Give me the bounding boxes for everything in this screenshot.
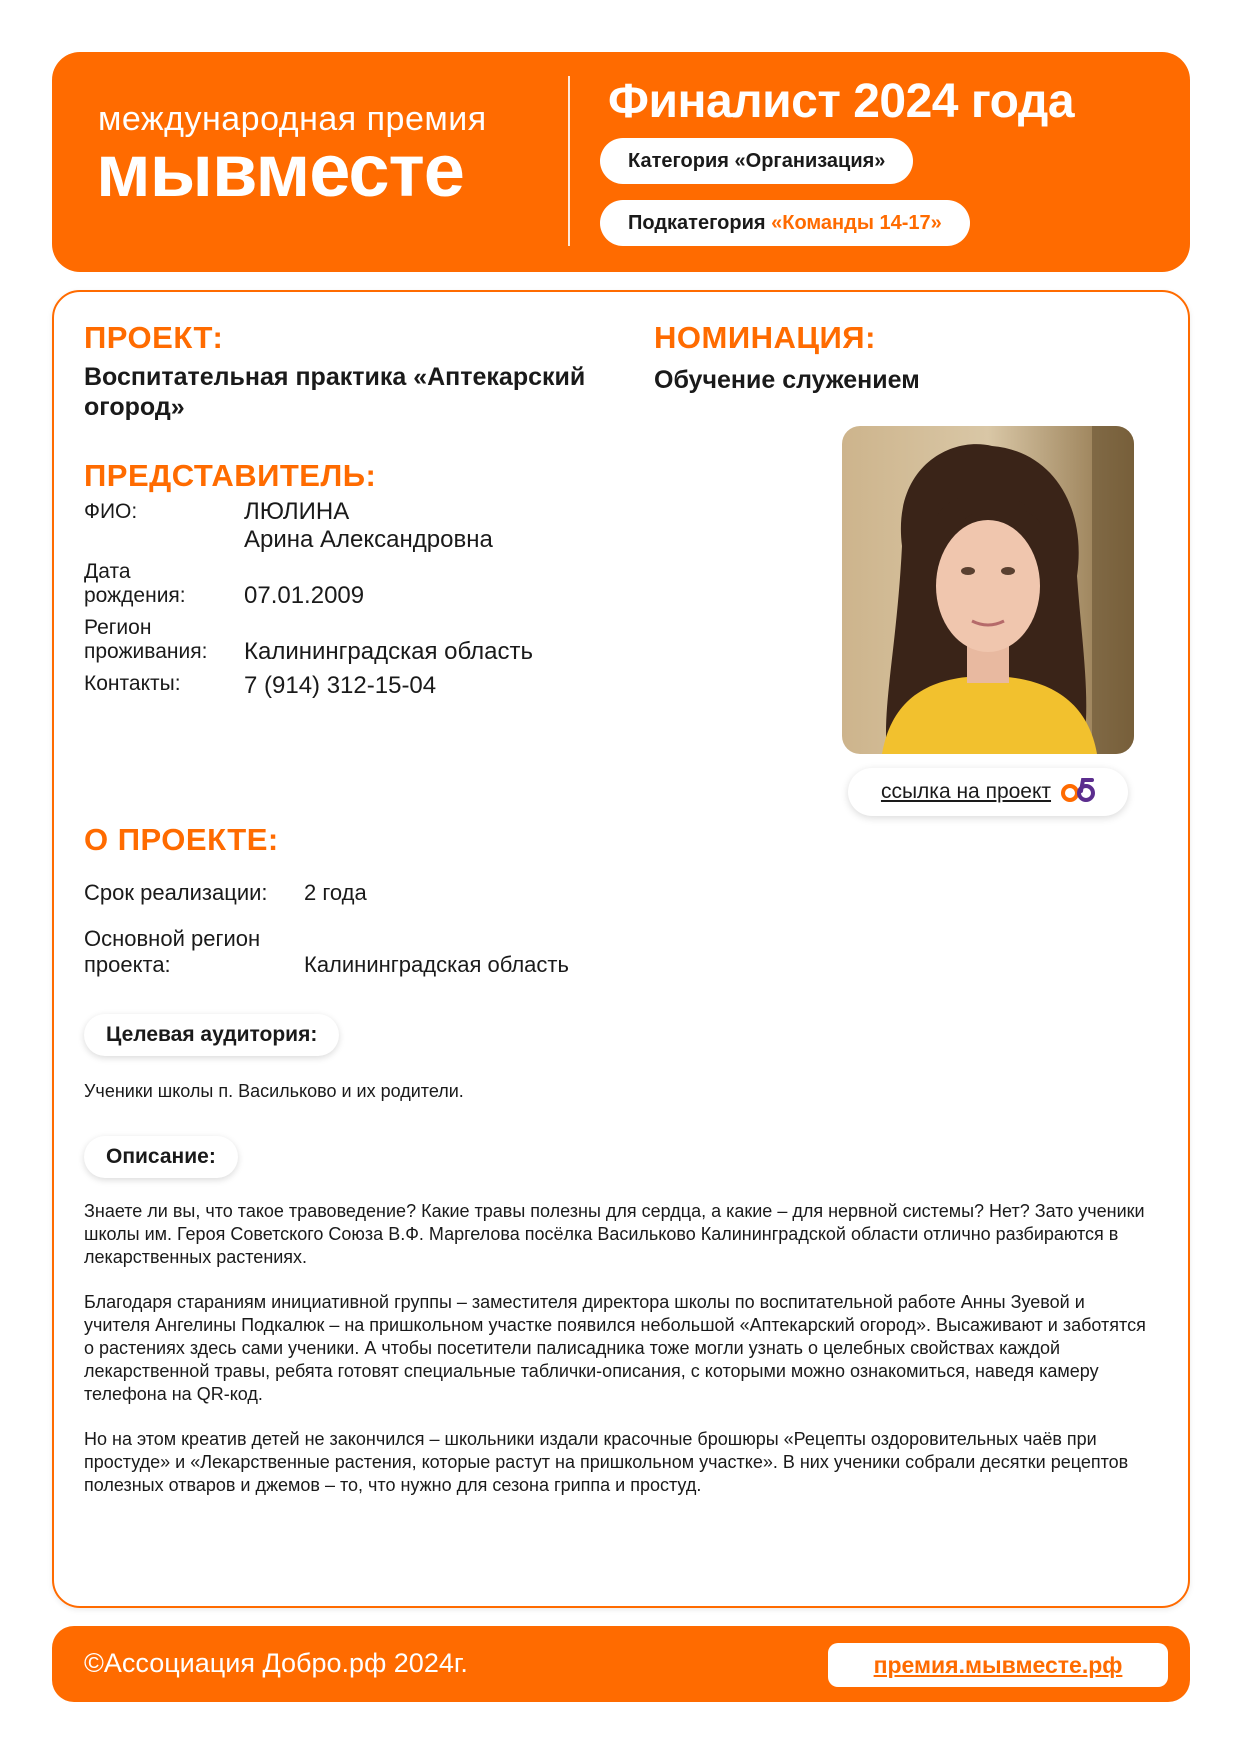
nomination-heading: НОМИНАЦИЯ: — [654, 320, 876, 355]
description-paragraph-1: Знаете ли вы, что такое травоведение? Какие травы полезны для сердца, а какие – для нервной системы? Нет? Зато ученики школы им. Героя Советского Союза В.Ф. Маргелова посёлка Васильково Калининградской области отлично разбираются в лекарственных растениях. — [84, 1201, 1145, 1267]
header-banner — [52, 52, 1190, 272]
region-value: Калининградская область — [244, 638, 534, 665]
description-paragraph-3: Но на этом креатив детей не закончился – школьники издали красочные брошюры «Рецепты оздоровительных чаёв при простуде» и «Лекарственные растения, которые растут на пришкольном участке». В них ученики собрали десятки рецептов полезных отваров и джемов – то, что нужно для сезона гриппа и простуд. — [84, 1429, 1129, 1495]
representative-photo — [842, 426, 1134, 754]
contacts-row — [84, 672, 644, 700]
header-divider — [568, 76, 570, 246]
representative-heading: ПРЕДСТАВИТЕЛЬ: — [84, 458, 377, 493]
dob-label — [84, 560, 244, 610]
project-name: Воспитательная практика «Аптекарский огород» — [84, 363, 586, 421]
term-label: Срок реализации: — [84, 880, 268, 905]
region-row — [84, 616, 644, 666]
subcategory-badge — [600, 200, 970, 246]
dob-label-line2: рождения: — [84, 584, 186, 607]
description-paragraph-2: Благодаря стараниям инициативной группы – заместителя директора школы по воспитательной работе Анны Зуевой и учителя Ангелины Подкалюк – на пришкольном участке появился небольшой «Аптекарский огород». Высаживают и заботятся о растениях здесь сами ученики. А чтобы посетители палисадника тоже могли узнать о целебных свойствах каждой лекарственной травы, ребята готовят специальные таблички-описания, с которыми можно ознакомиться, наведя камеру телефона на QR-код. — [84, 1292, 1146, 1404]
project-link-button[interactable] — [848, 768, 1128, 816]
region-label-line1: Регион — [84, 616, 152, 639]
about-heading: О ПРОЕКТЕ: — [84, 822, 279, 857]
term-value: 2 года — [304, 880, 367, 905]
dob-row — [84, 560, 644, 610]
description-title: Описание: — [106, 1145, 216, 1168]
audience-text: Ученики школы п. Васильково и их родители. — [84, 1081, 464, 1101]
footer-banner — [52, 1626, 1190, 1702]
copyright-text: ©Ассоциация Добро.рф 2024г. — [84, 1648, 468, 1678]
contacts-label: Контакты: — [84, 672, 181, 695]
dob-value: 07.01.2009 — [244, 582, 365, 609]
audience-badge — [84, 1014, 339, 1056]
finalist-title: Финалист 2024 года — [608, 75, 1075, 128]
dobro-logo-icon — [1061, 777, 1095, 808]
brand-subtitle: международная премия — [98, 100, 487, 138]
contacts-value: 7 (914) 312-15-04 — [244, 672, 437, 699]
nomination-value: Обучение служением — [654, 366, 920, 394]
brand-logo-text: мывместе — [96, 129, 464, 212]
subcategory-label: Подкатегория — [628, 211, 766, 234]
audience-title: Целевая аудитория: — [106, 1023, 318, 1046]
description-badge — [84, 1136, 238, 1178]
main-region-label — [84, 926, 304, 978]
main-region-value: Калининградская область — [304, 952, 569, 977]
project-link-text[interactable]: ссылка на проект — [880, 780, 1052, 803]
subcategory-value: «Команды 14-17» — [771, 211, 942, 234]
main-region-row — [84, 926, 569, 978]
main-region-label-line1: Основной регион — [84, 926, 261, 951]
fio-surname: ЛЮЛИНА — [244, 498, 350, 525]
website-link-text[interactable]: премия.мывместе.рф — [873, 1651, 1123, 1678]
fio-label: ФИО: — [84, 500, 138, 523]
website-link[interactable] — [828, 1643, 1168, 1687]
category-label: Категория «Организация» — [628, 149, 886, 172]
category-badge — [600, 138, 913, 184]
project-heading: ПРОЕКТ: — [84, 320, 224, 355]
dob-label-line1: Дата — [84, 560, 131, 583]
region-label-line2: проживания: — [84, 640, 208, 663]
fio-name: Арина Александровна — [244, 526, 493, 553]
term-row — [84, 880, 367, 906]
fio-row — [84, 498, 644, 554]
main-region-label-line2: проекта: — [84, 952, 171, 977]
representative-info — [84, 498, 644, 706]
region-label — [84, 616, 244, 666]
